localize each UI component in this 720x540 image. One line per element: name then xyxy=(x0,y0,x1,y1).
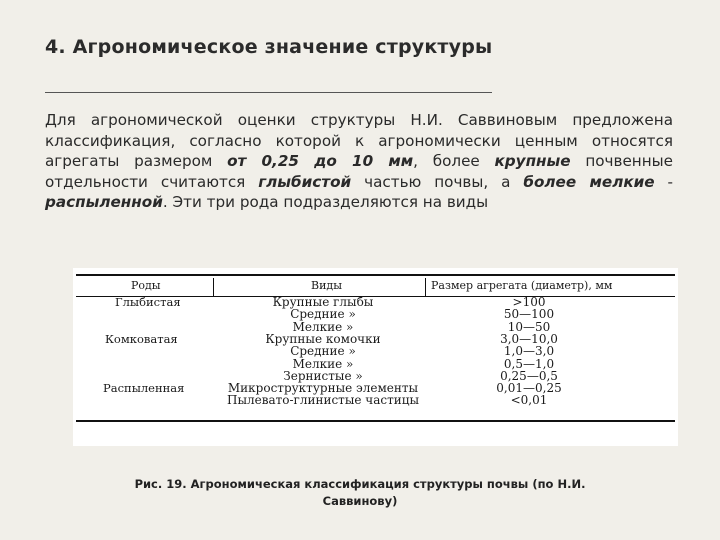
slide-title: 4. Агрономическое значение структуры xyxy=(45,36,493,58)
table-cell-size: 0,01—0,25 xyxy=(496,381,562,396)
header-divider xyxy=(425,278,426,296)
paragraph-text: Для агрономической оценки структуры Н.И. Саввиновым предложена классификация, согласно которой к агрономически ценным относятся агрегаты размером xyxy=(45,111,673,171)
table-cell-size: 10—50 xyxy=(507,319,551,334)
genus-lumpy: Комковатая xyxy=(105,332,178,346)
header-genus: Роды xyxy=(131,279,161,292)
table-cell-kind: Средние » xyxy=(290,307,356,322)
emphasis-coarse: крупные xyxy=(494,152,571,171)
table-cell-kind: Пылевато-глинистые частицы xyxy=(226,393,419,408)
emphasis-cloddy: глыбистой xyxy=(258,172,352,191)
paragraph-text: , более xyxy=(413,152,495,171)
table-bottom-rule xyxy=(76,420,675,422)
table-cell-kind: Крупные комочки xyxy=(265,331,381,346)
genus-cloddy: Глыбистая xyxy=(115,295,181,309)
paragraph-text: - xyxy=(654,172,674,191)
table-cell-size: 0,25—0,5 xyxy=(500,368,558,383)
emphasis-finer: более мелкие xyxy=(523,172,655,191)
table-cell-size: >100 xyxy=(512,295,546,309)
table-cell-size: 3,0—10,0 xyxy=(500,331,558,346)
title-divider xyxy=(45,92,492,93)
intro-paragraph xyxy=(45,110,673,213)
table-cell-size: 1,0—3,0 xyxy=(503,344,555,359)
table-top-rule xyxy=(76,274,675,276)
genus-dusty: Распыленная xyxy=(103,381,185,395)
header-size: Размер агрегата (диаметр), мм xyxy=(431,279,613,292)
table-cell-kind: Зернистые » xyxy=(283,368,363,383)
paragraph-text: частью почвы, а xyxy=(351,172,524,191)
emphasis-size-range: от 0,25 до 10 мм xyxy=(227,152,414,171)
header-divider xyxy=(213,278,214,296)
table-cell-kind: Крупные глыбы xyxy=(272,295,374,309)
table-cell-kind: Средние » xyxy=(290,344,356,359)
table-cell-size: <0,01 xyxy=(510,393,548,408)
emphasis-dusty: распыленной xyxy=(45,193,163,212)
table-cell-size: 50—100 xyxy=(503,307,555,322)
table-cell-kind: Мелкие » xyxy=(292,356,354,371)
figure-caption: Рис. 19. Агрономическая классификация структуры почвы (по Н.И. Саввинову) xyxy=(134,477,586,508)
table-cell-kind: Микроструктурные элементы xyxy=(227,381,419,396)
classification-table xyxy=(73,268,678,446)
table-cell-kind: Мелкие » xyxy=(292,319,354,334)
paragraph-text: . Эти три рода подразделяются на виды xyxy=(162,193,489,212)
header-kind: Виды xyxy=(311,279,342,292)
paragraph-text: почвенные отдельности считаются xyxy=(45,152,673,191)
table-cell-size: 0,5—1,0 xyxy=(503,356,555,371)
